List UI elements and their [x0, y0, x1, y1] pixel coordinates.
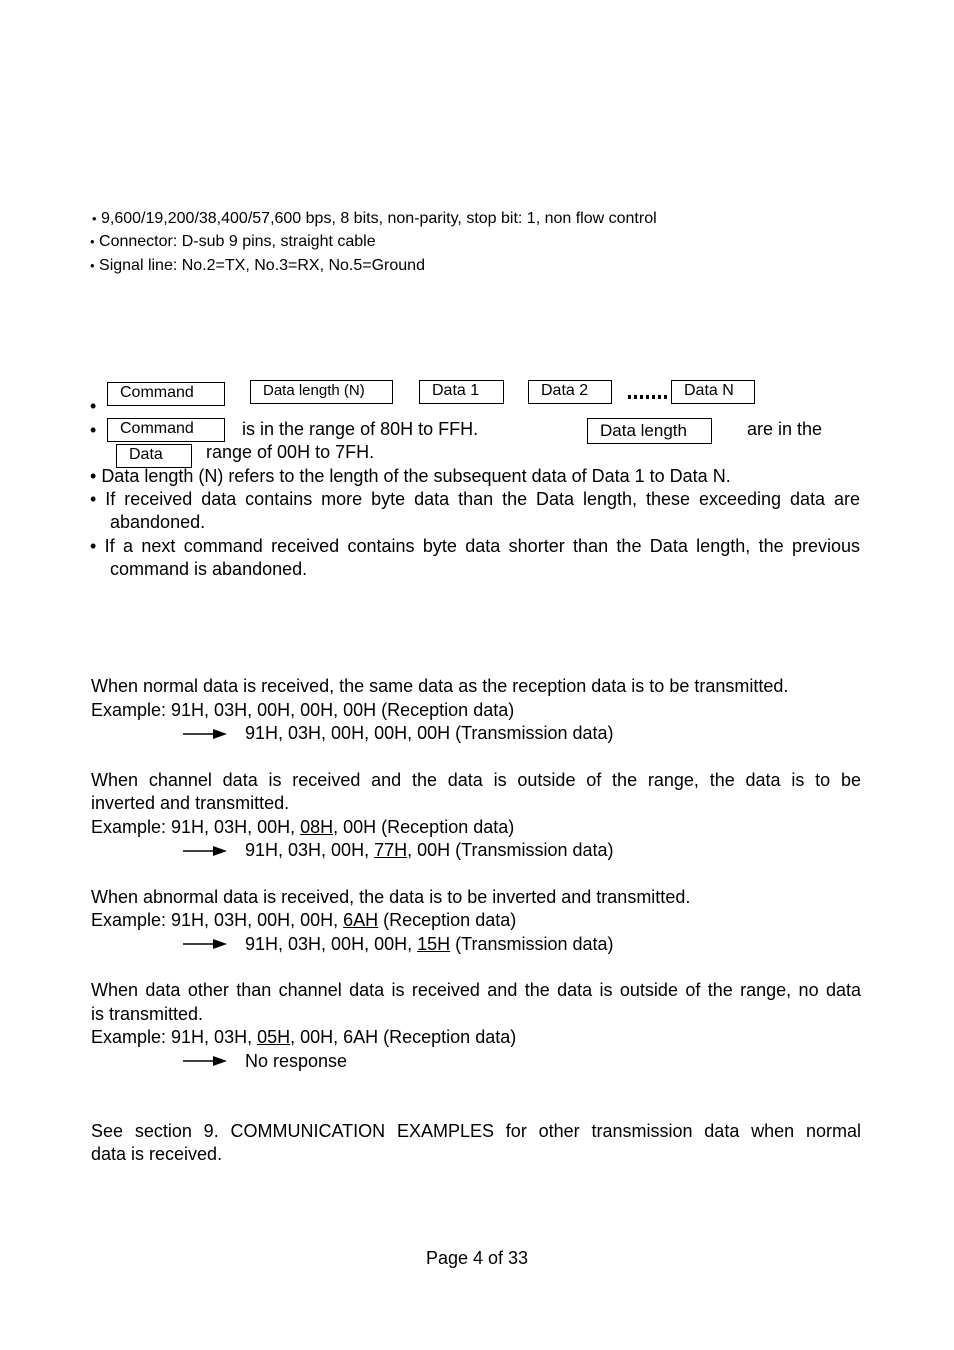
note-exceeding: • If received data contains more byte data than the Data length, these exceeding data are — [90, 489, 860, 509]
command-inline-box: Command — [107, 418, 225, 442]
channel-response: 91H, 03H, 00H, 77H, 00H (Transmission data) — [245, 840, 614, 860]
other-description: When data other than channel data is received and the data is outside of the range, no data — [91, 980, 861, 1000]
data-length-inline-box: Data length — [587, 418, 712, 444]
arrow-right-icon — [183, 728, 227, 740]
normal-response: 91H, 03H, 00H, 00H, 00H (Transmission data) — [245, 723, 614, 743]
data1-box: Data 1 — [419, 380, 504, 404]
other-response: No response — [245, 1051, 348, 1071]
see-also: See section 9. COMMUNICATION EXAMPLES for other transmission data when normal — [91, 1121, 861, 1141]
note-data-length: • Data length (N) refers to the length of the subsequent data of Data 1 to Data N. — [90, 466, 731, 486]
abnormal-response: 91H, 03H, 00H, 00H, 15H (Transmission data) — [245, 934, 614, 954]
spec-signal: • Signal line: No.2=TX, No.3=RX, No.5=Ground — [90, 257, 425, 274]
note-shorter: • If a next command received contains byte data shorter than the Data length, the previous — [90, 536, 860, 556]
page-number: Page 4 of 33 — [425, 1248, 529, 1268]
command-bullet: • — [90, 420, 97, 440]
dataN-box: Data N — [671, 380, 755, 404]
other-example: Example: 91H, 03H, 05H, 00H, 6AH (Reception data) — [91, 1027, 517, 1047]
spec-baud: • 9,600/19,200/38,400/57,600 bps, 8 bits, non-parity, stop bit: 1, non flow control — [92, 210, 657, 227]
channel-description: When channel data is received and the data is outside of the range, the data is to be — [91, 770, 861, 790]
normal-description: When normal data is received, the same data as the reception data is to be transmitted. — [91, 676, 789, 696]
channel-example: Example: 91H, 03H, 00H, 08H, 00H (Reception data) — [91, 817, 515, 837]
arrow-right-icon — [183, 938, 227, 950]
ellipsis-dots — [628, 395, 670, 399]
data2-box: Data 2 — [528, 380, 612, 404]
abnormal-example: Example: 91H, 03H, 00H, 00H, 6AH (Reception data) — [91, 910, 517, 930]
see-also-cont: data is received. — [91, 1144, 223, 1164]
spec-connector: • Connector: D-sub 9 pins, straight cable — [90, 233, 376, 250]
abnormal-description: When abnormal data is received, the data is to be inverted and transmitted. — [91, 887, 691, 907]
arrow-right-icon — [183, 845, 227, 857]
format-bullet: • — [90, 396, 97, 416]
data-range-text: range of 00H to 7FH. — [206, 442, 375, 462]
data-length-box: Data length (N) — [250, 380, 393, 404]
channel-description-cont: inverted and transmitted. — [91, 793, 290, 813]
command-box: Command — [107, 382, 225, 406]
arrow-right-icon — [183, 1055, 227, 1067]
command-range-text: is in the range of 80H to FFH. — [242, 419, 479, 439]
data-inline-box: Data — [116, 444, 192, 468]
note-exceeding-cont: abandoned. — [110, 512, 206, 532]
note-shorter-cont: command is abandoned. — [110, 559, 308, 579]
normal-example: Example: 91H, 03H, 00H, 00H, 00H (Reception data) — [91, 700, 515, 720]
other-description-cont: is transmitted. — [91, 1004, 204, 1024]
are-in-the-text: are in the — [747, 419, 823, 439]
